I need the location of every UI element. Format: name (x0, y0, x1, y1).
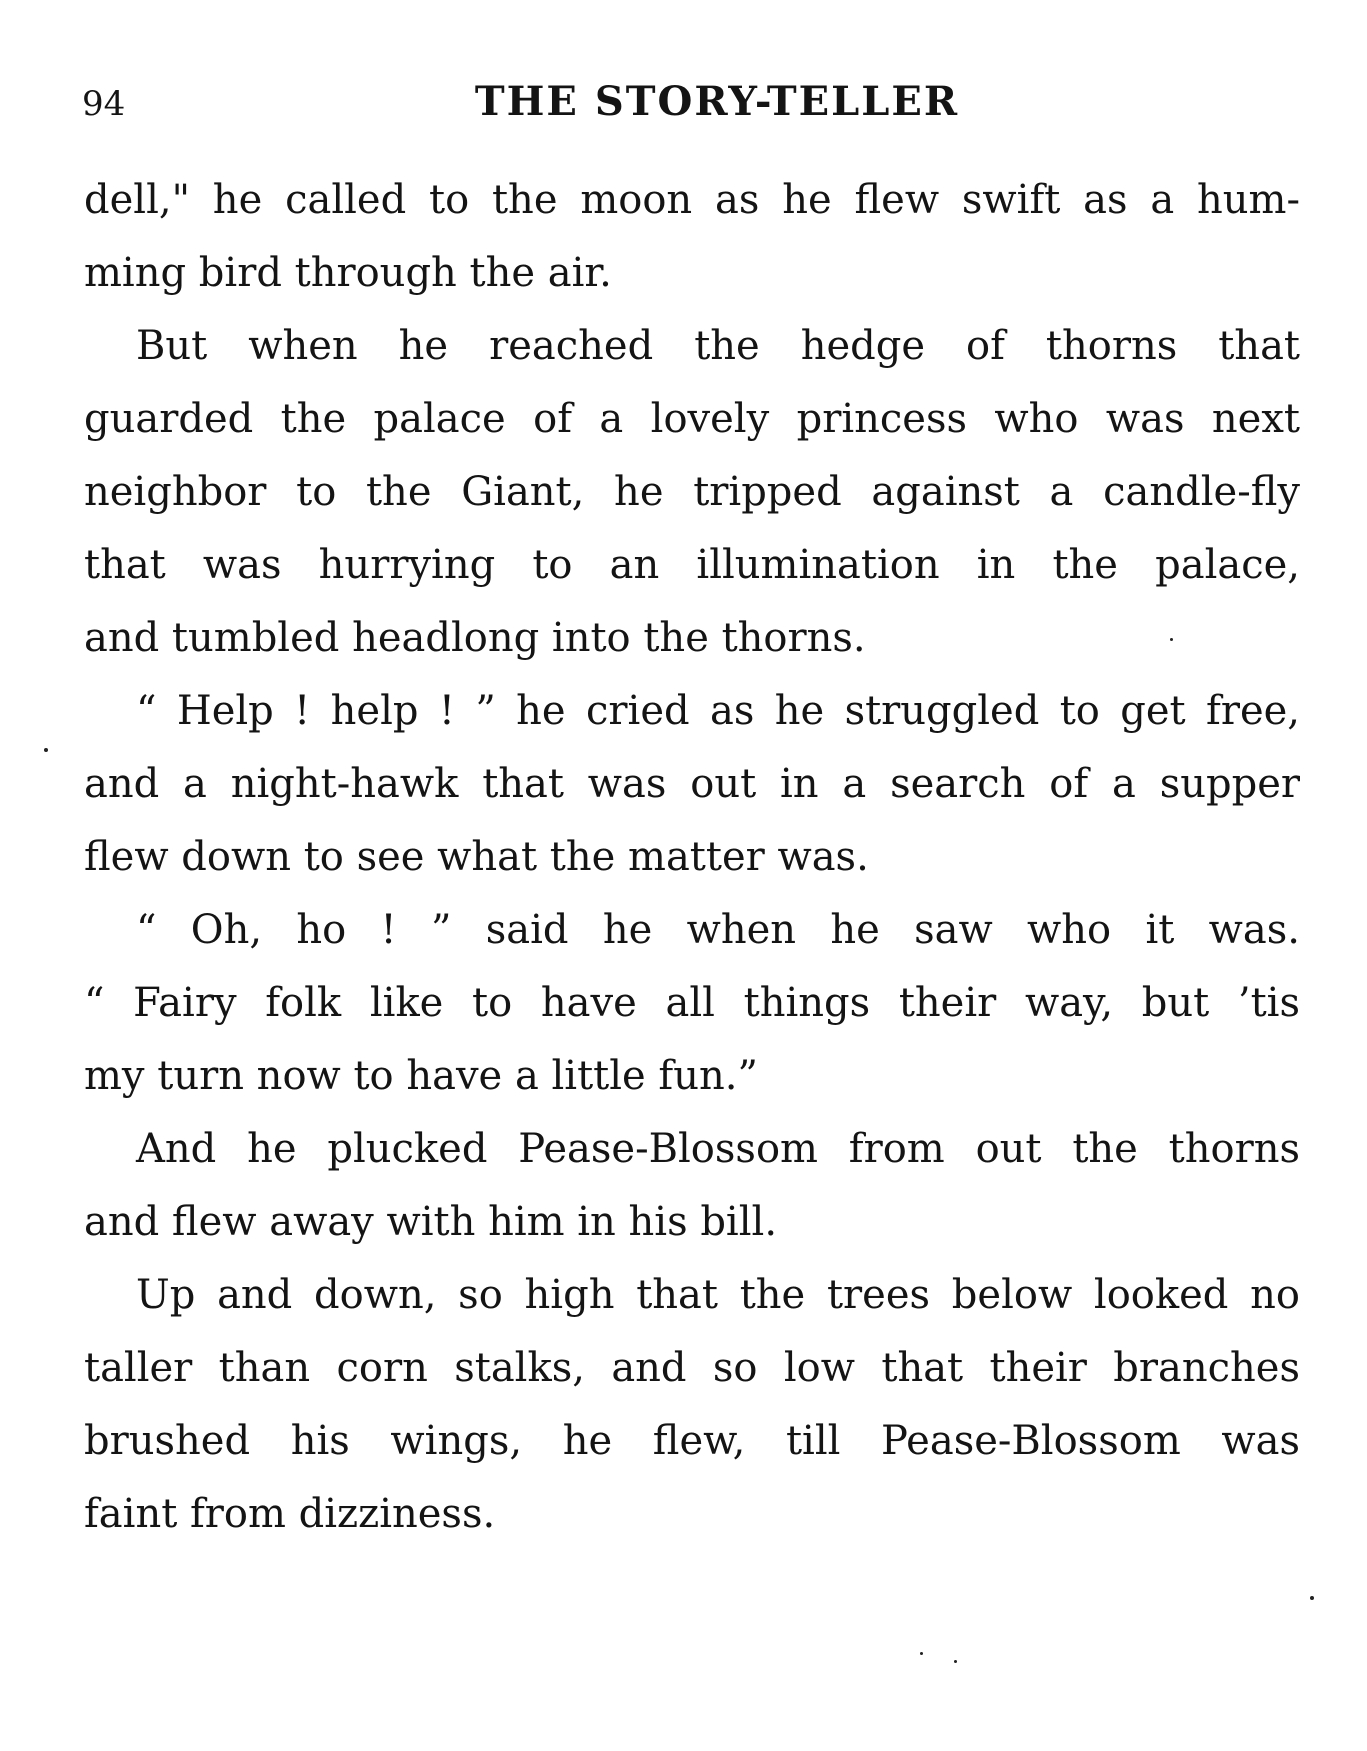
text-line: dell," he called to the moon as he flew swift as a hum- (84, 177, 1300, 223)
text-line: and a night-hawk that was out in a search of a supper (84, 761, 1300, 807)
text-line: But when he reached the hedge of thorns that (136, 323, 1300, 369)
paragraph (84, 894, 1300, 1113)
body-text (84, 164, 1300, 1551)
text-line: And he plucked Pease-Blossom from out the thorns (136, 1126, 1300, 1172)
text-line: flew down to see what the matter was. (84, 834, 869, 880)
text-line: Up and down, so high that the trees below looked no (136, 1272, 1300, 1318)
text-line: neighbor to the Giant, he tripped against a candle-fly (84, 469, 1300, 515)
scan-speck (44, 748, 48, 752)
text-line: “ Help ! help ! ” he cried as he struggled to get free, (136, 688, 1300, 734)
running-head: THE STORY-TELLER (474, 78, 960, 125)
text-line: guarded the palace of a lovely princess who was next (84, 396, 1300, 442)
scan-speck (920, 1652, 923, 1655)
page-header (82, 78, 1292, 138)
text-line: taller than corn stalks, and so low that their branches (84, 1345, 1300, 1391)
text-line: my turn now to have a little fun.” (84, 1053, 758, 1099)
paragraph (84, 164, 1300, 310)
scan-speck (1310, 1596, 1314, 1600)
scan-speck (1170, 638, 1173, 641)
text-line: ming bird through the air. (84, 250, 612, 296)
scan-speck (954, 1660, 957, 1663)
paragraph (84, 1259, 1300, 1551)
text-line: and tumbled headlong into the thorns. (84, 615, 866, 661)
page-number: 94 (82, 84, 126, 124)
paragraph (84, 310, 1300, 675)
text-line: brushed his wings, he flew, till Pease-Blossom was (84, 1418, 1300, 1464)
text-line: and flew away with him in his bill. (84, 1199, 778, 1245)
text-line: “ Fairy folk like to have all things their way, but ’tis (84, 980, 1300, 1026)
paragraph (84, 675, 1300, 894)
paragraph (84, 1113, 1300, 1259)
text-line: “ Oh, ho ! ” said he when he saw who it was. (136, 907, 1300, 953)
text-line: that was hurrying to an illumination in the palace, (84, 542, 1300, 588)
text-line: faint from dizziness. (84, 1491, 496, 1537)
